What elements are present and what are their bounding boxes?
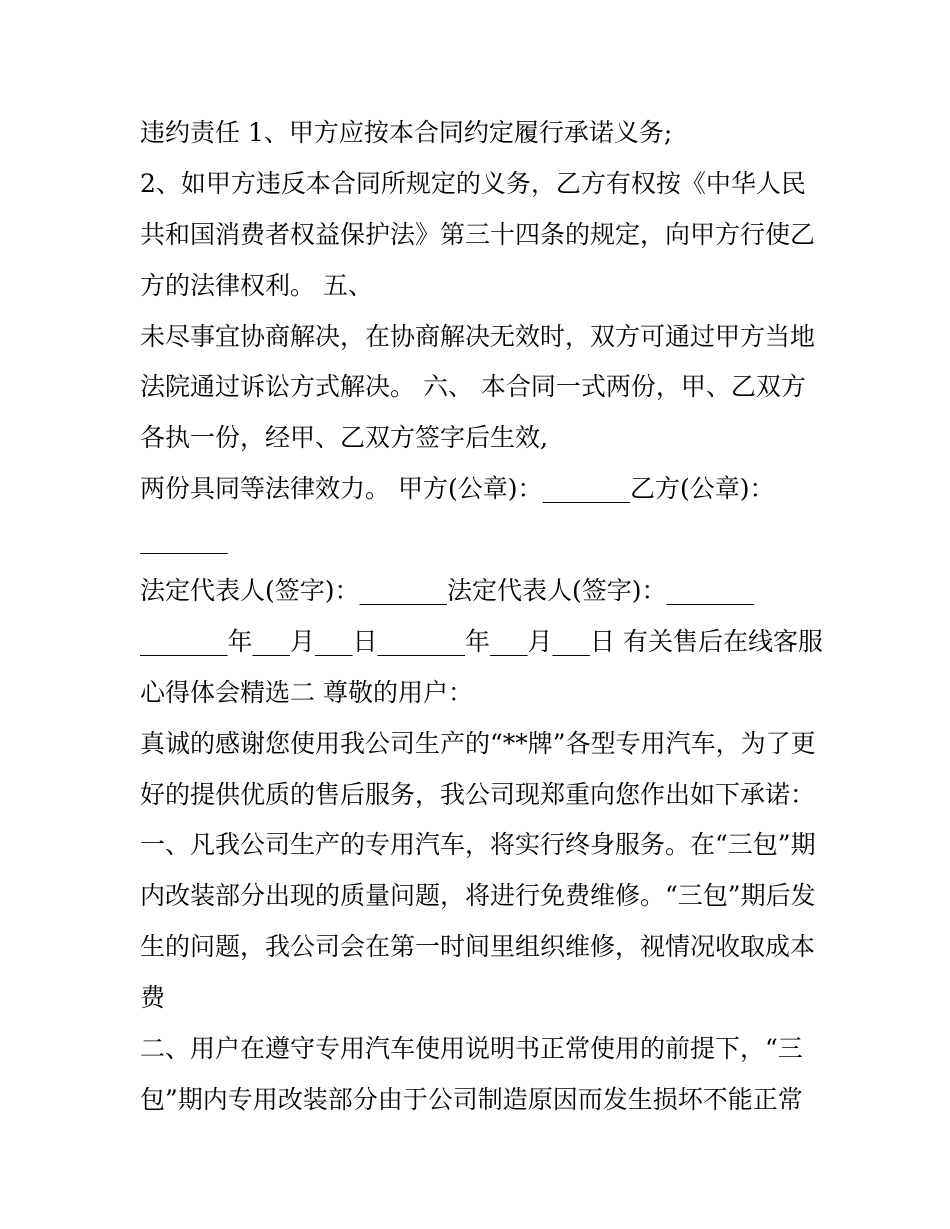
text-line: 包”期内专用改装部分由于公司制造原因而发生损坏不能正常 — [140, 1084, 803, 1114]
text-line: 费 — [140, 983, 166, 1013]
text-line: 法定代表人(签字)：_______法定代表人(签字)：_______ — [140, 576, 755, 606]
text-line: _______ — [140, 525, 228, 555]
text-line: 一、凡我公司生产的专用汽车，将实行终身服务。在“三包”期 — [140, 830, 816, 860]
text-line: 真诚的感谢您使用我公司生产的“**牌”各型专用汽车，为了更 — [140, 728, 816, 758]
text-line: 好的提供优质的售后服务，我公司现郑重向您作出如下承诺： — [140, 779, 816, 809]
text-line: 二、用户在遵守专用汽车使用说明书正常使用的前提下，“三 — [140, 1034, 803, 1064]
text-line: 2、如甲方违反本合同所规定的义务，乙方有权按《中华人民 — [140, 168, 806, 198]
text-line: 内改装部分出现的质量问题，将进行免费维修。“三包”期后发 — [140, 881, 816, 911]
text-line: _______年___月___日_______年___月___日 有关售后在线客服 — [140, 626, 823, 656]
document-body — [140, 108, 830, 1126]
text-line: 生的问题，我公司会在第一时间里组织维修，视情况收取成本 — [140, 932, 816, 962]
text-line: 各执一份，经甲、乙双方签字后生效, — [140, 423, 548, 453]
text-line: 未尽事宜协商解决，在协商解决无效时，双方可通过甲方当地 — [140, 321, 816, 351]
text-line: 两份具同等法律效力。 甲方(公章)：_______乙方(公章)： — [140, 474, 775, 504]
text-line: 方的法律权利。 五、 — [140, 270, 373, 300]
text-line: 法院通过诉讼方式解决。 六、 本合同一式两份，甲、乙双方 — [140, 372, 806, 402]
text-line: 共和国消费者权益保护法》第三十四条的规定，向甲方行使乙 — [140, 219, 816, 249]
text-line: 违约责任 1、甲方应按本合同约定履行承诺义务; — [140, 118, 673, 147]
text-line: 心得体会精选二 尊敬的用户： — [140, 677, 473, 707]
